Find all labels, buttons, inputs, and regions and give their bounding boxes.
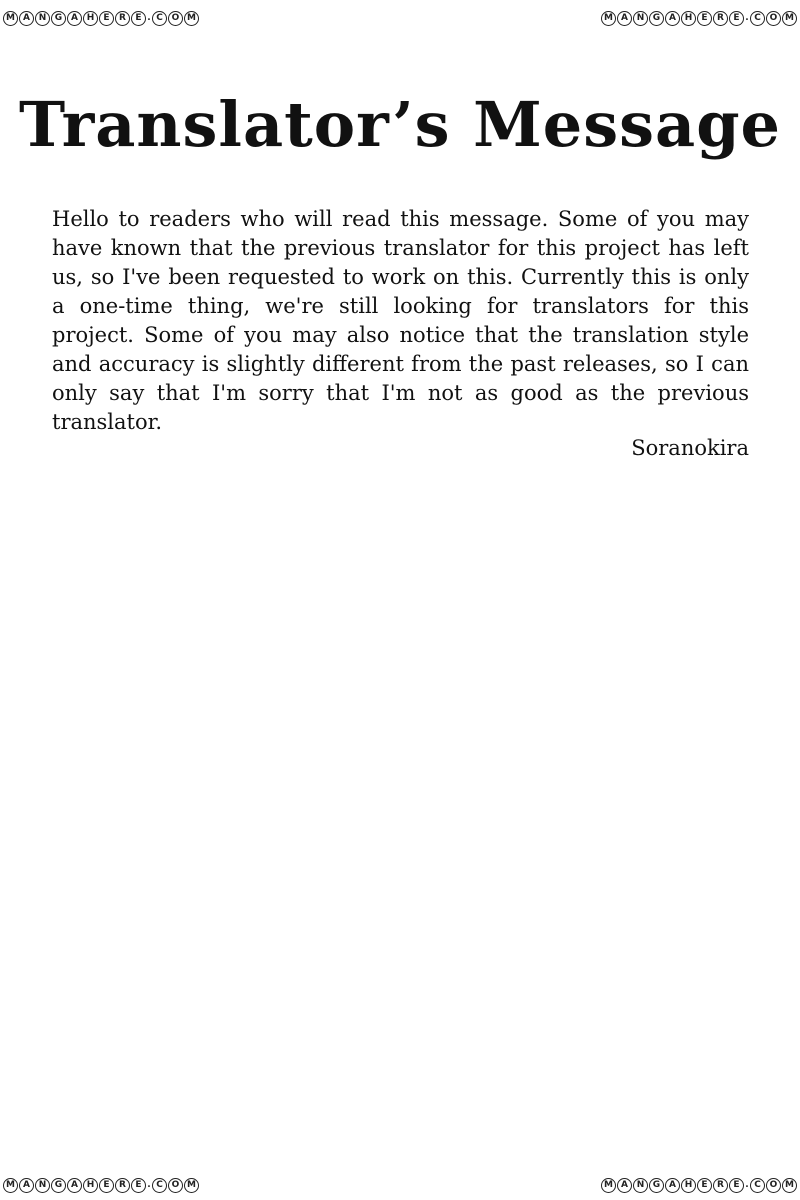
watermark-letter: E	[729, 11, 744, 26]
watermark-letter: A	[665, 11, 680, 26]
watermark-letter: .	[745, 13, 749, 23]
watermark-bottom-right	[601, 1175, 797, 1195]
watermark-letter: E	[131, 1178, 146, 1193]
watermark-letter: .	[147, 1180, 151, 1190]
watermark-letter: C	[152, 1178, 167, 1193]
watermark-letter: E	[131, 11, 146, 26]
translator-signature: Soranokira	[631, 436, 749, 460]
watermark-letter: C	[152, 11, 167, 26]
watermark-letter: G	[649, 1178, 664, 1193]
watermark-letter: C	[750, 11, 765, 26]
watermark-letter: H	[83, 1178, 98, 1193]
watermark-letter: O	[168, 11, 183, 26]
watermark-letter: M	[184, 1178, 199, 1193]
watermark-letter: H	[681, 1178, 696, 1193]
watermark-letter: C	[750, 1178, 765, 1193]
watermark-letter: .	[745, 1180, 749, 1190]
watermark-letter: R	[115, 11, 130, 26]
page-title: Translator’s Message	[18, 88, 782, 161]
watermark-letter: M	[3, 11, 18, 26]
watermark-bottom-left	[3, 1175, 199, 1195]
watermark-letter: G	[649, 11, 664, 26]
watermark-letter: A	[67, 1178, 82, 1193]
watermark-letter: A	[665, 1178, 680, 1193]
watermark-letter: N	[35, 11, 50, 26]
watermark-letter: .	[147, 13, 151, 23]
watermark-letter: M	[184, 11, 199, 26]
watermark-letter: G	[51, 11, 66, 26]
watermark-letter: R	[713, 11, 728, 26]
watermark-letter: O	[766, 11, 781, 26]
watermark-letter: E	[99, 11, 114, 26]
translator-message-body: Hello to readers who will read this message. Some of you may have known that the previous translator for this project has left us, so I've been requested to work on this. Currently this is only a one-time thing, we're still looking for translators for this project. Some of you may also notice that the translation style and accuracy is slightly different from the past releases, so I can only say that I'm sorry that I'm not as good as the previous translator.	[52, 207, 749, 434]
watermark-letter: A	[617, 11, 632, 26]
watermark-letter: H	[83, 11, 98, 26]
watermark-letter: M	[601, 1178, 616, 1193]
watermark-letter: O	[766, 1178, 781, 1193]
watermark-letter: E	[697, 11, 712, 26]
watermark-letter: E	[729, 1178, 744, 1193]
watermark-letter: G	[51, 1178, 66, 1193]
watermark-letter: H	[681, 11, 696, 26]
watermark-letter: A	[19, 1178, 34, 1193]
watermark-top-left	[3, 8, 199, 28]
watermark-letter: M	[782, 11, 797, 26]
watermark-letter: A	[617, 1178, 632, 1193]
watermark-letter: E	[697, 1178, 712, 1193]
watermark-letter: R	[713, 1178, 728, 1193]
watermark-letter: N	[35, 1178, 50, 1193]
watermark-letter: E	[99, 1178, 114, 1193]
watermark-letter: N	[633, 1178, 648, 1193]
watermark-letter: M	[3, 1178, 18, 1193]
watermark-top-right	[601, 8, 797, 28]
watermark-letter: M	[782, 1178, 797, 1193]
watermark-letter: A	[19, 11, 34, 26]
watermark-letter: O	[168, 1178, 183, 1193]
watermark-letter: A	[67, 11, 82, 26]
watermark-letter: N	[633, 11, 648, 26]
watermark-letter: M	[601, 11, 616, 26]
watermark-letter: R	[115, 1178, 130, 1193]
